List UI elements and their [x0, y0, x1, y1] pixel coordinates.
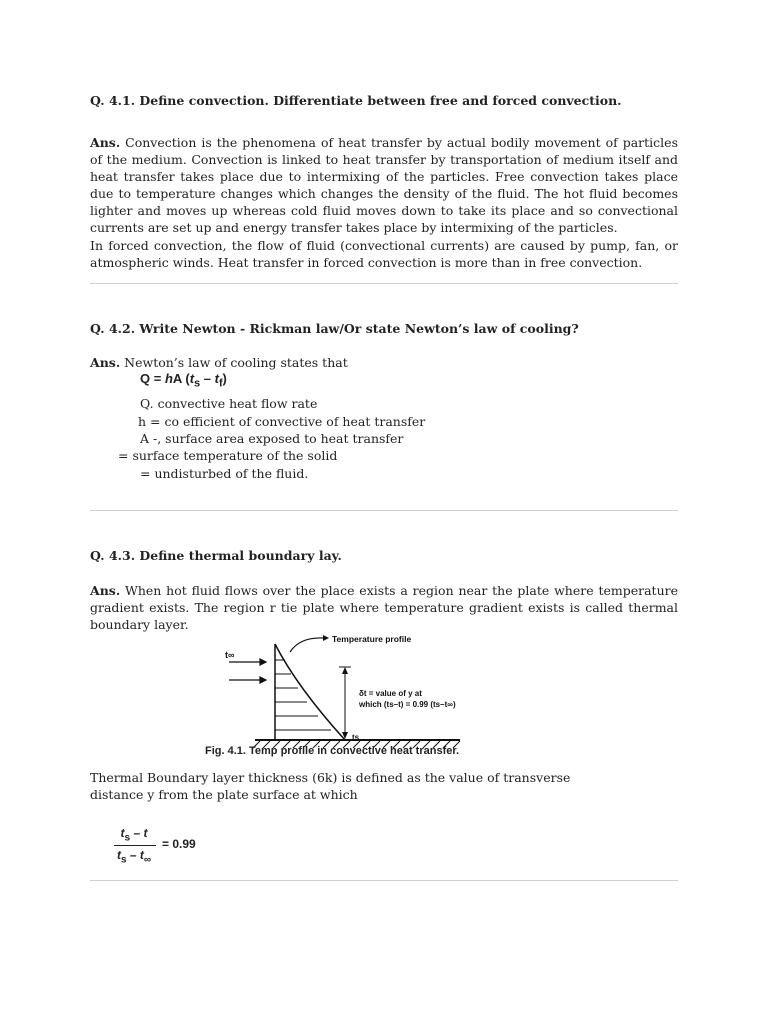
answer-4-1-para2: In forced convection, the flow of fluid (convectional currents) are caused by pump, fan, or atmospheric winds. Heat transfer in forced convection is more than in free convection. [90, 238, 678, 270]
label-delta-2: which (ts–t) = 0.99 (ts–t∞) [359, 700, 456, 709]
question-4-2-title: Q. 4.2. Write Newton - Rickman law/Or state Newton’s law of cooling? [90, 321, 579, 336]
answer-4-2-text: Newton’s law of cooling states that [120, 355, 348, 370]
figure-caption: Fig. 4.1. Temp profile in convective heat transfer. [205, 745, 460, 757]
question-4-1-title: Q. 4.1. Define convection. Differentiate between free and forced convection. [90, 93, 622, 108]
divider [90, 510, 678, 511]
question-4-3-title: Q. 4.3. Define thermal boundary lay. [90, 548, 342, 563]
answer-4-2 [90, 354, 678, 371]
label-delta-1: δt = value of y at [359, 689, 422, 698]
definition-line-a: A -, surface area exposed to heat transfer [140, 431, 404, 446]
definition-line-q: Q. convective heat flow rate [140, 396, 318, 411]
answer-4-3 [90, 582, 678, 633]
answer-4-3-para2-line1: Thermal Boundary layer thickness (6k) is defined as the value of transverse [90, 770, 571, 785]
definition-line-ts: = surface temperature of the solid [118, 448, 338, 463]
thickness-ratio-formula: $t_s$ – t $t_s - t_\infty$ = 0.99 [112, 824, 222, 868]
answer-4-1-text: Convection is the phenomena of heat transfer by actual bodily movement of particles of the medium. Convection is linked to heat transfer by transportation of medium itself and heat transfer takes place due to intermixing of the particles. Free convection takes place due to temperature changes which changes the density of the fluid. The hot fluid becomes lighter and moves up whereas cold fluid moves down to take its place and so convectional currents are set up and energy transfer takes place by intermixing of the particles. [90, 135, 678, 235]
answer-4-3-para2-line2: distance y from the plate surface at which [90, 787, 358, 802]
answer-4-1 [90, 134, 678, 236]
divider [90, 283, 678, 284]
newton-cooling-formula: Q = hA $(t_s - t_f)$ [140, 371, 227, 390]
ans-label: Ans. [90, 355, 121, 370]
answer-4-3-text: When hot fluid flows over the place exists a region near the plate where temperature gradient exists. The region r tie plate where temperature gradient exists is called thermal boundary layer. [90, 583, 678, 632]
label-ts: ts [352, 733, 360, 742]
ans-label: Ans. [90, 583, 121, 598]
definition-line-tf: = undisturbed of the fluid. [140, 466, 309, 481]
divider [90, 880, 678, 881]
boundary-layer-figure [205, 632, 565, 762]
label-t-infinity: t∞ [225, 650, 235, 660]
ans-label: Ans. [90, 135, 121, 150]
definition-line-h: h = co efficient of convective of heat transfer [138, 414, 426, 429]
label-temperature-profile: Temperature profile [332, 634, 412, 644]
